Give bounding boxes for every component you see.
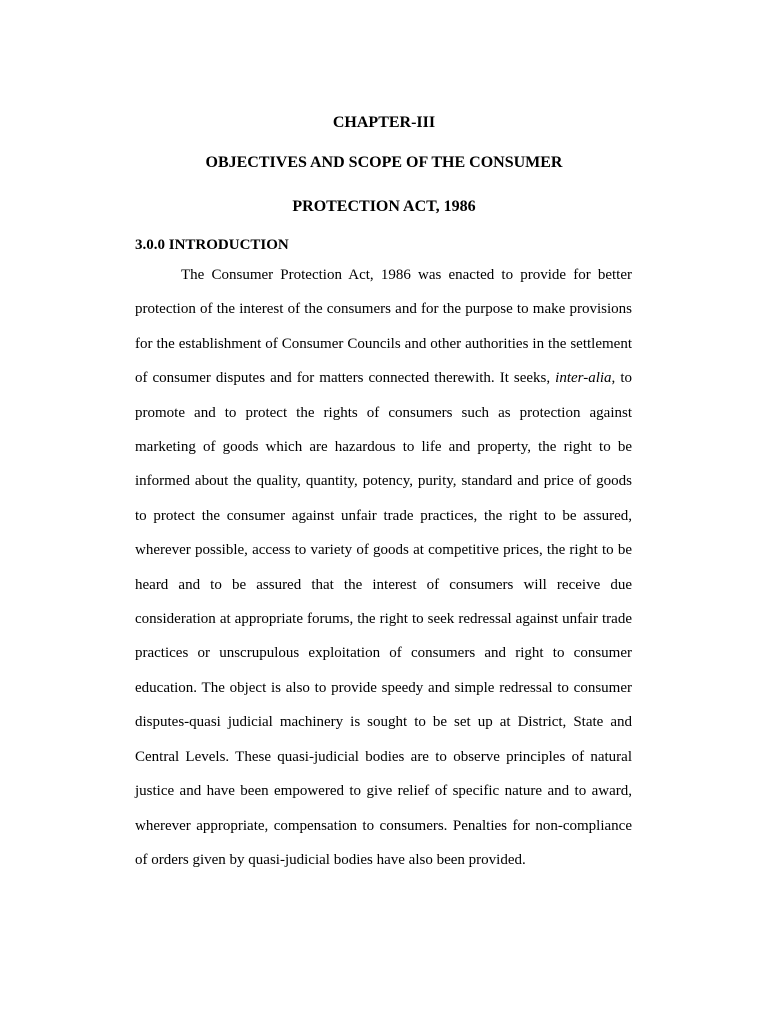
paragraph-text-part-2: , to promote and to protect the rights of consumers such as protection against marketing of goods which are hazardous to life and property, the right to be informed about the quality, quantity, potency, purity, standard and price of goods to protect the consumer against unfair trade practices, the right to be assured, wherever possible, access to variety of goods at competitive prices, the right to be heard and to be assured that the interest of consumers will receive due consideration at appropriate forums, the right to seek redressal against unfair trade practices or unscrupulous exploitation of consumers and right to consumer education. The object is also to provide speedy and simple redressal to consumer disputes-quasi judicial machinery is sought to be set up at District, State and Central Levels. These quasi-judicial bodies are to observe principles of natural justice and have been empowered to give relief of specific nature and to award, wherever appropriate, compensation to consumers. Penalties for non-compliance of orders given by quasi-judicial bodies have also been provided. xyxy=(135,370,632,868)
chapter-title-line-2: PROTECTION ACT, 1986 xyxy=(292,198,476,215)
introduction-paragraph xyxy=(135,258,632,877)
chapter-label: CHAPTER-III xyxy=(332,114,436,131)
section-heading: 3.0.0 INTRODUCTION xyxy=(135,237,289,253)
paragraph-text-part-1: The Consumer Protection Act, 1986 was enacted to provide for better protection of the interest of the consumers and for the purpose to make provisions for the establishment of Consumer Councils and other authorities in the settlement of consumer disputes and for matters connected therewith. It seeks, xyxy=(135,267,632,387)
paragraph-italic-term: inter-alia xyxy=(555,370,612,387)
chapter-title-line-1: OBJECTIVES AND SCOPE OF THE CONSUMER xyxy=(205,154,563,171)
